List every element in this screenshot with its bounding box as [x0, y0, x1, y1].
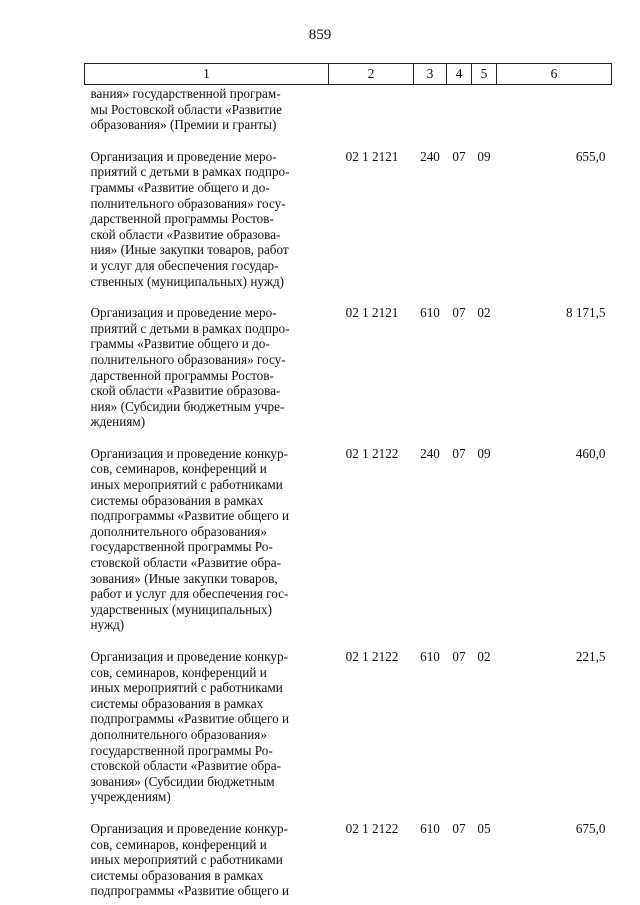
- row-name: Организация и проведение конкур- сов, семинаров, конференций и иных мероприятий с работниками системы образования в рамках подпрограммы «Развитие общего и дополнительного образования» государственной программы Ро- стовской области «Развитие обра- зования» (Субсидии бюджетным учреждениям): [90, 649, 290, 805]
- table-row: [85, 133, 612, 289]
- row-rz: 07: [452, 148, 466, 164]
- row-sum: 460,0: [575, 445, 606, 461]
- row-rz: 07: [452, 820, 466, 836]
- row-pr: 09: [477, 445, 491, 461]
- budget-table: [84, 63, 612, 899]
- header-col-5: 5: [472, 64, 497, 85]
- row-pr: 09: [477, 148, 491, 164]
- row-code: 02 1 2122: [345, 445, 399, 461]
- table-row-continuation: [85, 85, 612, 133]
- row-sum: 221,5: [575, 649, 606, 664]
- row-name: Организация и проведение меро- приятий с детьми в рамках подпро- граммы «Развитие общего и до- полнительного образования» госу- дарственной программы Ростов- ской области «Развитие образова- ния» (Иные закупки товаров, работ и услуг для обеспечения государ- ственных (муниципальных) нужд): [90, 148, 290, 289]
- header-col-3: 3: [414, 64, 447, 85]
- row-sum: 675,0: [575, 820, 606, 836]
- page-number: 859: [308, 27, 332, 43]
- row-code: 02 1 2122: [345, 649, 399, 664]
- table-row: [85, 289, 612, 430]
- header-col-1: 1: [85, 64, 329, 85]
- header-col-2: 2: [329, 64, 414, 85]
- table-row: [85, 430, 612, 633]
- header-col-4: 4: [447, 64, 472, 85]
- row-pr: 02: [477, 649, 491, 664]
- row-sum: 8 171,5: [565, 305, 606, 321]
- row-name: Организация и проведение меро- приятий с детьми в рамках подпро- граммы «Развитие общего и до- полнительного образования» госу- дарственной программы Ростов- ской области «Развитие образова- ния» (Субсидии бюджетным учре- ждениям): [90, 305, 290, 430]
- row-code: 02 1 2121: [345, 148, 399, 164]
- row-rz: 07: [452, 305, 466, 321]
- row-rz: 07: [452, 649, 466, 664]
- header-col-6: 6: [497, 64, 612, 85]
- row-sum: 655,0: [575, 148, 606, 164]
- row-vr: 240: [420, 445, 440, 461]
- row-vr: 610: [420, 305, 440, 321]
- row-code: 02 1 2122: [345, 820, 399, 836]
- row-name: Организация и проведение конкур- сов, семинаров, конференций и иных мероприятий с работниками системы образования в рамках подпрограммы «Развитие общего и: [90, 820, 290, 899]
- row-rz: 07: [452, 445, 466, 461]
- table-row: [85, 633, 612, 805]
- row-pr: 05: [477, 820, 491, 836]
- row-name: Организация и проведение конкур- сов, семинаров, конференций и иных мероприятий с работниками системы образования в рамках подпрограммы «Развитие общего и дополнительного образования» государственной программы Ро- стовской области «Развитие обра- зования» (Иные закупки товаров, работ и услуг для обеспечения гос- ударственных (муниципальных) нужд): [90, 445, 290, 633]
- continuation-text: вания» государственной програм- мы Ростовской области «Развитие образования» (Премии и гранты): [90, 86, 282, 133]
- table-header-row: [85, 64, 612, 85]
- row-vr: 610: [420, 820, 440, 836]
- row-vr: 240: [420, 148, 440, 164]
- table-row: [85, 805, 612, 899]
- row-code: 02 1 2121: [345, 305, 399, 321]
- row-vr: 610: [420, 649, 440, 664]
- row-pr: 02: [477, 305, 491, 321]
